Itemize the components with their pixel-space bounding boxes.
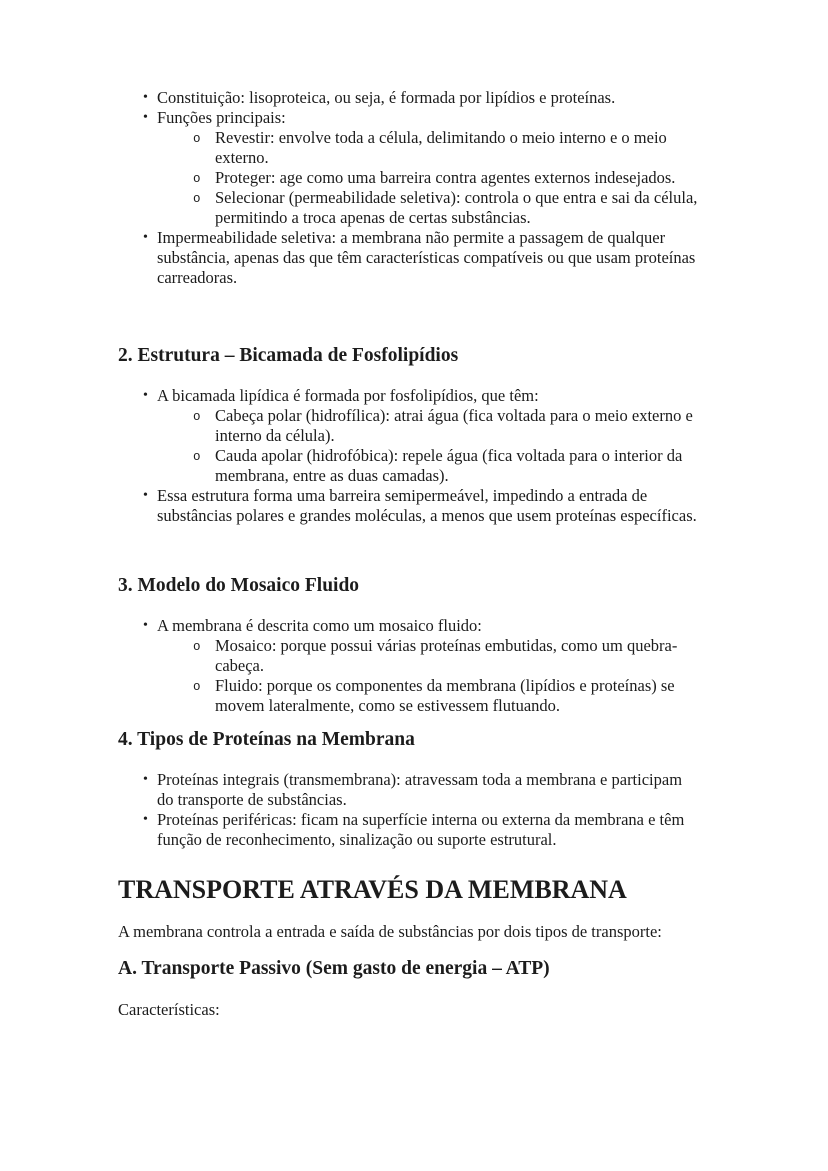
list-item-text: Fluido: porque os componentes da membrana (lipídios e proteínas) se movem lateralmente, como se estivessem flutuando. [215, 676, 675, 715]
list-item-text: Selecionar (permeabilidade seletiva): controla o que entra e sai da célula, permitindo a troca apenas de certas substâncias. [215, 188, 698, 227]
list-item [118, 108, 701, 128]
list-item-text: Essa estrutura forma uma barreira semipermeável, impedindo a entrada de substâncias polares e grandes moléculas, a menos que usem proteínas específicas. [157, 486, 697, 525]
bullet-icon: • [143, 488, 148, 503]
list-item-text: A membrana é descrita como um mosaico fluido: [157, 616, 482, 635]
list-item [118, 228, 701, 288]
list-item [118, 88, 701, 108]
circle-bullet-icon: o [193, 172, 201, 186]
list-item-text: A bicamada lipídica é formada por fosfolipídios, que têm: [157, 386, 539, 405]
bullet-icon: • [143, 110, 148, 125]
list-item-text: Mosaico: porque possui várias proteínas embutidas, como um quebra-cabeça. [215, 636, 678, 675]
bullet-icon: • [143, 388, 148, 403]
circle-bullet-icon: o [193, 450, 201, 464]
list-item-text: Impermeabilidade seletiva: a membrana não permite a passagem de qualquer substância, apenas das que têm características compatíveis ou que usam proteínas carreadoras. [157, 228, 696, 287]
list-item-text: Proteger: age como uma barreira contra agentes externos indesejados. [215, 168, 676, 187]
section-heading-proteinas: 4. Tipos de Proteínas na Membrana [118, 729, 415, 750]
document-content [118, 88, 701, 1020]
list-item [118, 770, 701, 810]
list-item [118, 406, 701, 446]
list-item [118, 446, 701, 486]
bullet-icon: • [143, 812, 148, 827]
bilayer-list [118, 386, 701, 526]
list-item [118, 128, 701, 168]
list-item [118, 168, 701, 188]
circle-bullet-icon: o [193, 680, 201, 694]
list-item-text: Revestir: envolve toda a célula, delimitando o meio interno e o meio externo. [215, 128, 667, 167]
list-item [118, 636, 701, 676]
list-item [118, 386, 701, 406]
list-item [118, 616, 701, 636]
mosaic-list [118, 616, 701, 716]
circle-bullet-icon: o [193, 410, 201, 424]
section-heading-mosaico: 3. Modelo do Mosaico Fluido [118, 575, 360, 596]
circle-bullet-icon: o [193, 192, 201, 206]
bullet-icon: • [143, 772, 148, 787]
list-item-text: Funções principais: [157, 108, 286, 127]
bullet-icon: • [143, 618, 148, 633]
list-item-text: Proteínas integrais (transmembrana): atravessam toda a membrana e participam do transporte de substâncias. [157, 770, 683, 809]
list-item [118, 676, 701, 716]
bullet-icon: • [143, 90, 148, 105]
circle-bullet-icon: o [193, 132, 201, 146]
subsection-heading-transporte-passivo: A. Transporte Passivo (Sem gasto de energia – ATP) [118, 958, 550, 979]
circle-bullet-icon: o [193, 640, 201, 654]
list-item [118, 188, 701, 228]
list-item [118, 486, 701, 526]
bullet-icon: • [143, 230, 148, 245]
caracteristicas-label: Características: [118, 1000, 220, 1019]
section-heading-estrutura: 2. Estrutura – Bicamada de Fosfolipídios [118, 345, 459, 366]
protein-types-list [118, 770, 701, 850]
list-item-text: Constituição: lisoproteica, ou seja, é formada por lipídios e proteínas. [157, 88, 616, 107]
list-item-text: Cauda apolar (hidrofóbica): repele água (fica voltada para o interior da membrana, entre as duas camadas). [215, 446, 683, 485]
list-item-text: Cabeça polar (hidrofílica): atrai água (fica voltada para o meio externo e interno da célula). [215, 406, 693, 445]
transport-intro-paragraph: A membrana controla a entrada e saída de substâncias por dois tipos de transporte: [118, 922, 662, 941]
list-item-text: Proteínas periféricas: ficam na superfície interna ou externa da membrana e têm função de reconhecimento, sinalização ou suporte estrutural. [157, 810, 685, 849]
main-heading-transporte: TRANSPORTE ATRAVÉS DA MEMBRANA [118, 875, 627, 904]
membrane-properties-list [118, 88, 701, 288]
list-item [118, 810, 701, 850]
